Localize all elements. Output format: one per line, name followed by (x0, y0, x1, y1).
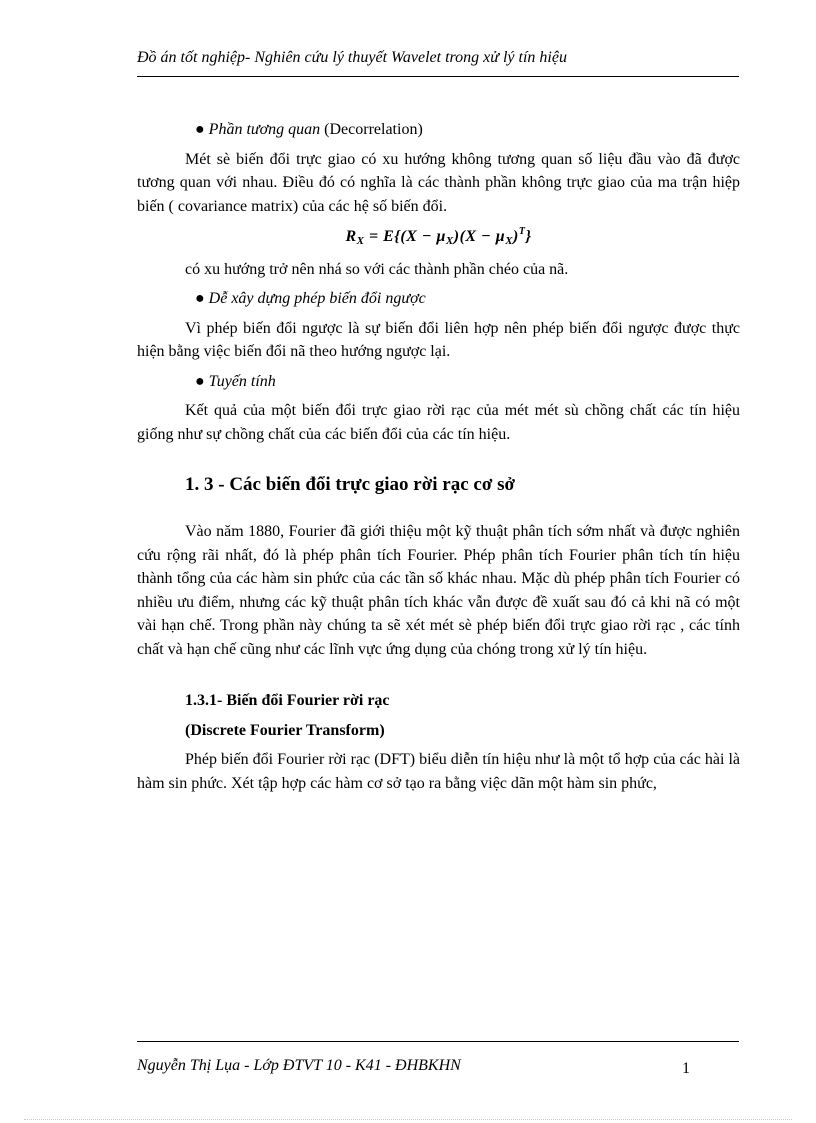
bullet-term-english: (Decorrelation) (324, 121, 423, 138)
bullet-icon: ● (195, 290, 205, 307)
paragraph-linear: Kết quả của một biến đổi trực giao rời rạc của mét mét sù chồng chất các tín hiệu giống như sự chồng chất của các biến đổi của các tín hiệu. (137, 402, 740, 443)
bullet-term: Phần tương quan (208, 121, 321, 138)
bullet-decorrelation (137, 118, 740, 142)
bullet-linear-label: Tuyến tính (208, 372, 276, 390)
bullet-icon: ● (195, 372, 205, 390)
covariance-formula: $R_X = E\{(X - \mu_X)(X - \mu_X)^T\}$ (345, 226, 532, 247)
bullet-linear (137, 370, 740, 394)
footer-divider (137, 1041, 739, 1042)
header-divider (137, 76, 739, 77)
section-title: 1. 3 - Các biến đổi trực giao rời rạc cơ sở (185, 474, 516, 495)
document-body (137, 118, 740, 795)
subsection-subtitle: (Discrete Fourier Transform) (185, 721, 385, 739)
page-header: Đồ án tốt nghiệp- Nghiên cứu lý thuyết Wavelet trong xử lý tín hiệu (137, 49, 567, 66)
bullet-inverse (137, 287, 740, 311)
paragraph-dft: Phép biến đổi Fourier rời rạc (DFT) biểu diễn tín hiệu như là một tổ hợp của các hài là hàm sin phức. Xét tập hợp các hàm cơ sở tạo ra bằng việc dãn một hàm sin phức, (137, 751, 740, 792)
subsection-title: 1.3.1- Biến đổi Fourier rời rạc (185, 692, 390, 709)
page-edge (24, 1119, 792, 1120)
page-number: 1 (682, 1060, 690, 1077)
paragraph-inverse: Vì phép biến đổi ngược là sự biến đổi liên hợp nên phép biến đổi ngược được thực hiện bằng việc biến đổi nã theo hướng ngược lại. (137, 319, 740, 360)
page-footer: Nguyễn Thị Lụa - Lớp ĐTVT 10 - K41 - ĐHBKHN (137, 1057, 461, 1074)
paragraph-fourier-intro: Vào năm 1880, Fourier đã giới thiệu một kỹ thuật phân tích sớm nhất và được nghiên cứu rộng rãi nhất, đó là phép phân tích Fourier. Phép phân tích Fourier phân tích tín hiệu thành tổng của các hàm sin phức của các tần số khác nhau. Mặc dù phép phân tích Fourier có nhiều ưu điểm, nhưng các kỹ thuật phân tích khác vẫn được đề xuất sau đó cả khi nã có một vài hạn chế. Trong phần này chúng ta sẽ xét mét sè phép biến đổi trực giao rời rạc , các tính chất và hạn chế cũng như các lĩnh vực ứng dụng của chóng trong xử lý tín hiệu. (137, 523, 740, 658)
bullet-icon: ● (195, 121, 205, 138)
paragraph-decorrelation: Mét sè biến đổi trực giao có xu hướng không tương quan số liệu đầu vào đã được tương quan với nhau. Điều đó có nghĩa là các thành phần không trực giao của ma trận hiệp biến ( covariance matrix) của các hệ số biến đổi. (137, 150, 740, 215)
formula-explanation: có xu hướng trở nên nhá so với các thành phần chéo của nã. (185, 260, 569, 278)
bullet-inverse-label: Dễ xây dựng phép biến đổi ngược (208, 290, 426, 307)
